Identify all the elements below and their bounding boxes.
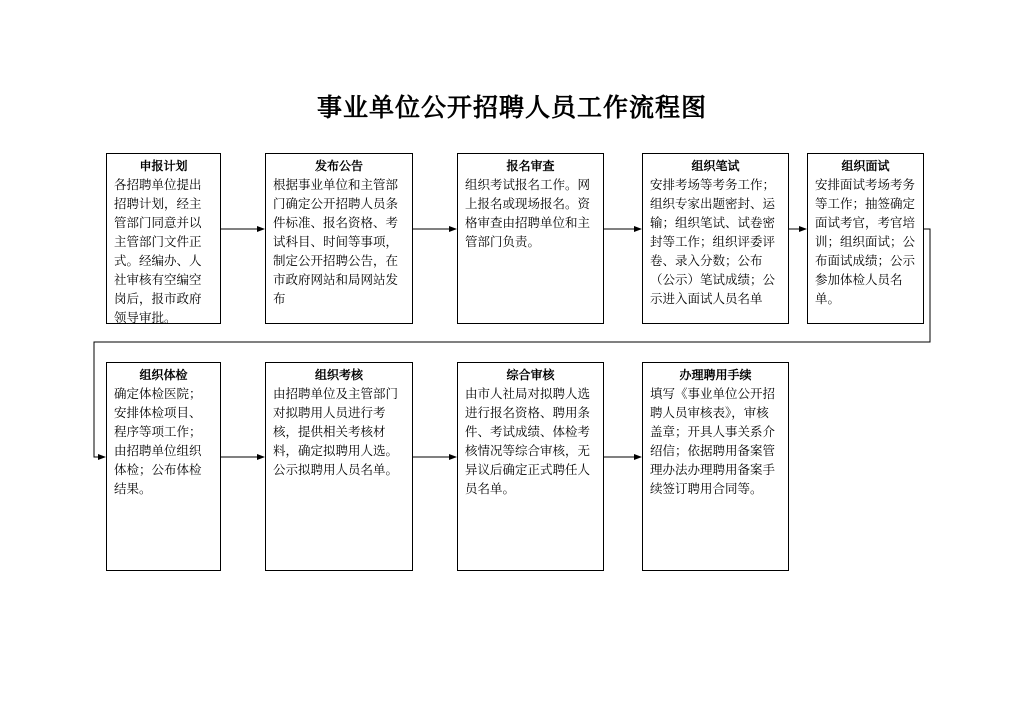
step-heading: 申报计划 (139, 159, 188, 173)
step-heading: 组织笔试 (691, 159, 740, 173)
step-box-hiring-procedures (642, 362, 789, 571)
step-heading: 组织面试 (841, 159, 890, 173)
step-box-publish-notice (265, 153, 413, 324)
step-box-apply-plan (106, 153, 221, 324)
step-description: 组织考试报名工作。网上报名或现场报名。资格审查由招聘单位和主管部门负责。 (465, 177, 591, 249)
step-heading: 办理聘用手续 (679, 368, 752, 382)
step-description: 由招聘单位及主管部门对拟聘用人员进行考核，提供相关考核材料，确定拟聘用人选。公示拟聘用人员名单。 (273, 386, 399, 477)
step-heading: 综合审核 (506, 368, 555, 382)
step-heading: 组织考核 (314, 368, 363, 382)
step-box-assessment (265, 362, 413, 571)
step-description: 各招聘单位提出招聘计划，经主管部门同意并以主管部门文件正式。经编办、人社审核有空编空岗后，报市政府领导审批。 (114, 177, 202, 325)
step-description: 填写《事业单位公开招聘人员审核表》，审核盖章；开具人事关系介绍信；依据聘用备案管理办法办理聘用备案手续签订聘用合同等。 (650, 386, 776, 496)
step-description: 确定体检医院；安排体检项目、程序等项工作；由招聘单位组织体检；公布体检结果。 (114, 386, 202, 496)
step-description: 安排面试考场考务等工作；抽签确定面试考官，考官培训；组织面试；公布面试成绩；公示参加体检人员名单。 (815, 177, 916, 306)
page-title: 事业单位公开招聘人员工作流程图 (316, 93, 707, 122)
step-heading: 发布公告 (314, 159, 363, 173)
step-description: 由市人社局对拟聘人选进行报名资格、聘用条件、考试成绩、体检考核情况等综合审核，无异议后确定正式聘任人员名单。 (465, 386, 591, 496)
step-heading: 组织体检 (139, 368, 188, 382)
step-box-registration-review (457, 153, 604, 324)
step-box-medical-exam (106, 362, 221, 571)
step-description: 安排考场等考务工作；组织专家出题密封、运输；组织笔试、试卷密封等工作；组织评委评卷、录入分数；公布（公示）笔试成绩；公示进入面试人员名单 (650, 177, 776, 306)
step-description: 根据事业单位和主管部门确定公开招聘人员条件标准、报名资格、考试科目、时间等事项，制定公开招聘公告，在市政府网站和局网站发布 (273, 177, 399, 306)
step-heading: 报名审查 (506, 159, 555, 173)
step-box-interview (807, 153, 924, 324)
step-box-comprehensive-review (457, 362, 604, 571)
step-box-written-exam (642, 153, 789, 324)
